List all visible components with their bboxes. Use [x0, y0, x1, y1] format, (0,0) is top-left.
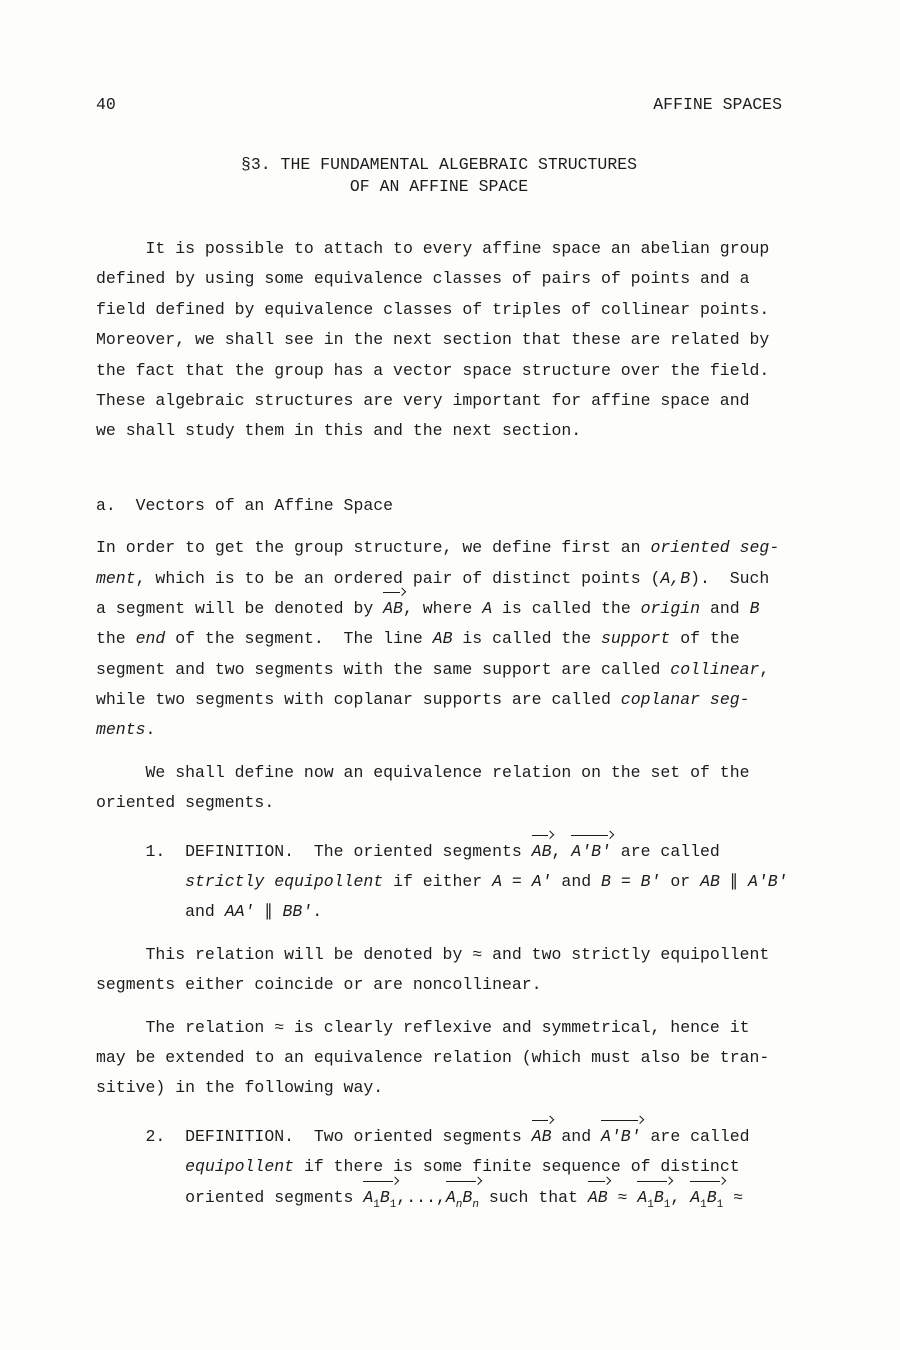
text-line: strictly equipollent if either A = A' and B = B' or AB ∥ A'B'	[185, 872, 788, 892]
paragraph-relation-denoted	[96, 940, 782, 1001]
italic-text: B	[462, 1187, 473, 1207]
text-line: while two segments with coplanar supports are called coplanar seg-	[96, 690, 750, 710]
subscript: 1	[700, 1198, 707, 1211]
text-line: oriented segments.	[96, 793, 275, 813]
italic-text: AB	[700, 872, 720, 892]
italic-text: oriented seg-	[650, 538, 780, 558]
text-line: we shall study them in this and the next section.	[96, 421, 582, 441]
italic-text: strictly equipollent	[185, 872, 384, 892]
text-line: 2. DEFINITION. Two oriented segments AB and A'B' are called	[96, 1122, 782, 1152]
text-line: segment and two segments with the same support are called collinear,	[96, 659, 770, 679]
italic-text: A	[492, 872, 502, 892]
text-line: the fact that the group has a vector space structure over the field.	[96, 360, 770, 380]
text-line: In order to get the group structure, we define first an oriented seg-	[96, 538, 780, 558]
vector-arrow-overline	[532, 1122, 552, 1152]
italic-text: A	[445, 1187, 456, 1207]
italic-text: A	[482, 598, 493, 618]
italic-text: A	[690, 1187, 701, 1207]
text-line: a. Vectors of an Affine Space	[96, 495, 394, 515]
italic-text: B	[379, 1187, 390, 1207]
italic-text: A'	[531, 872, 552, 892]
text-line: oriented segments $A_1B_1,...,A_nB_n$ such that AB ≈ $A_1B_1$, $A_1B_1$ ≈	[96, 1183, 782, 1213]
italic-text: A	[637, 1187, 648, 1207]
subscript: 1	[663, 1198, 671, 1211]
vector-arrow-overline	[532, 837, 552, 867]
subscript: 1	[389, 1198, 397, 1211]
italic-text: equipollent	[185, 1157, 295, 1177]
italic-text: A	[363, 1187, 374, 1207]
vector-arrow-overline	[571, 837, 611, 867]
subscript: n	[455, 1198, 463, 1211]
text-line: defined by using some equivalence classes of pairs of points and a	[96, 269, 750, 289]
italic-text: AA'	[224, 902, 255, 922]
italic-text: B	[706, 1187, 717, 1207]
italic-text: AB	[531, 1126, 552, 1146]
paragraph-oriented-segment	[96, 533, 782, 746]
italic-text: A'B'	[571, 841, 611, 861]
italic-text: end	[135, 629, 166, 649]
text-line: equipollent if there is some finite sequence of distinct	[185, 1157, 740, 1177]
text-line: ments.	[96, 720, 156, 740]
text-line: may be extended to an equivalence relation (which must also be tran-	[96, 1047, 770, 1067]
definition-1	[96, 837, 788, 928]
subscript: 1	[647, 1198, 654, 1211]
text-line: It is possible to attach to every affine space an abelian group	[96, 239, 770, 258]
text-line: This relation will be denoted by ≈ and two strictly equipollent	[96, 944, 770, 964]
text-line: Moreover, we shall see in the next section that these are related by	[96, 330, 770, 350]
subscript: n	[472, 1198, 479, 1211]
italic-text: BB'	[282, 902, 313, 922]
paragraph-reflexive-symmetrical	[96, 1013, 782, 1104]
text-line: These algebraic structures are very important for affine space and	[96, 390, 750, 410]
definition-2	[96, 1122, 782, 1213]
italic-text: AB	[531, 841, 552, 861]
text-line: and AA' ∥ BB'.	[96, 902, 323, 922]
text-line: The relation ≈ is clearly reflexive and symmetrical, hence it	[96, 1017, 750, 1037]
text-line: a segment will be denoted by AB, where A is called the origin and B	[96, 594, 782, 624]
text-line: sitive) in the following way.	[96, 1078, 384, 1098]
section-heading	[96, 154, 782, 198]
text-line: 1. DEFINITION. The oriented segments AB, A'B' are called	[96, 837, 782, 867]
page-body	[96, 234, 788, 1213]
paragraph-equivalence-intro	[96, 758, 782, 819]
page-header	[96, 95, 782, 115]
text-line: ment, which is to be an ordered pair of distinct points (A,B). Such	[96, 568, 770, 588]
italic-text: collinear	[670, 659, 760, 679]
italic-text: A'B'	[747, 872, 788, 892]
italic-text: AB	[587, 1187, 608, 1207]
paragraph-intro	[96, 234, 782, 447]
italic-text: support	[601, 629, 671, 649]
italic-text: origin	[640, 598, 701, 618]
italic-text: ments	[96, 720, 146, 740]
italic-text: B	[653, 1187, 664, 1207]
italic-text: ment	[96, 568, 136, 588]
italic-text: B	[601, 872, 611, 892]
subscript: 1	[716, 1198, 724, 1211]
italic-text: A'B'	[601, 1126, 641, 1146]
vector-arrow-overline	[363, 1183, 396, 1213]
vector-arrow-overline	[588, 1183, 608, 1213]
italic-text: B	[749, 598, 760, 618]
text-line: field defined by equivalence classes of triples of collinear points.	[96, 299, 770, 319]
running-title: AFFINE SPACES	[653, 95, 782, 114]
text-line: We shall define now an equivalence relation on the set of the	[96, 762, 750, 782]
italic-text: AB	[383, 598, 403, 618]
vector-arrow-overline	[690, 1183, 723, 1213]
italic-text: coplanar seg-	[620, 690, 750, 710]
section-heading-line1: §3. THE FUNDAMENTAL ALGEBRAIC STRUCTURES	[240, 155, 638, 174]
subsection-heading-a	[96, 491, 782, 521]
vector-arrow-overline	[637, 1183, 670, 1213]
page-number: 40	[96, 95, 116, 114]
italic-text: B'	[640, 872, 661, 892]
section-heading-line2: OF AN AFFINE SPACE	[349, 177, 529, 196]
text-line: the end of the segment. The line AB is called the support of the	[96, 629, 740, 649]
vector-arrow-overline	[446, 1183, 479, 1213]
subscript: 1	[373, 1198, 380, 1211]
vector-arrow-overline	[383, 594, 403, 624]
italic-text: AB	[432, 629, 453, 649]
vector-arrow-overline	[601, 1122, 641, 1152]
text-line: segments either coincide or are noncollinear.	[96, 975, 542, 995]
italic-text: A,B	[660, 568, 691, 588]
